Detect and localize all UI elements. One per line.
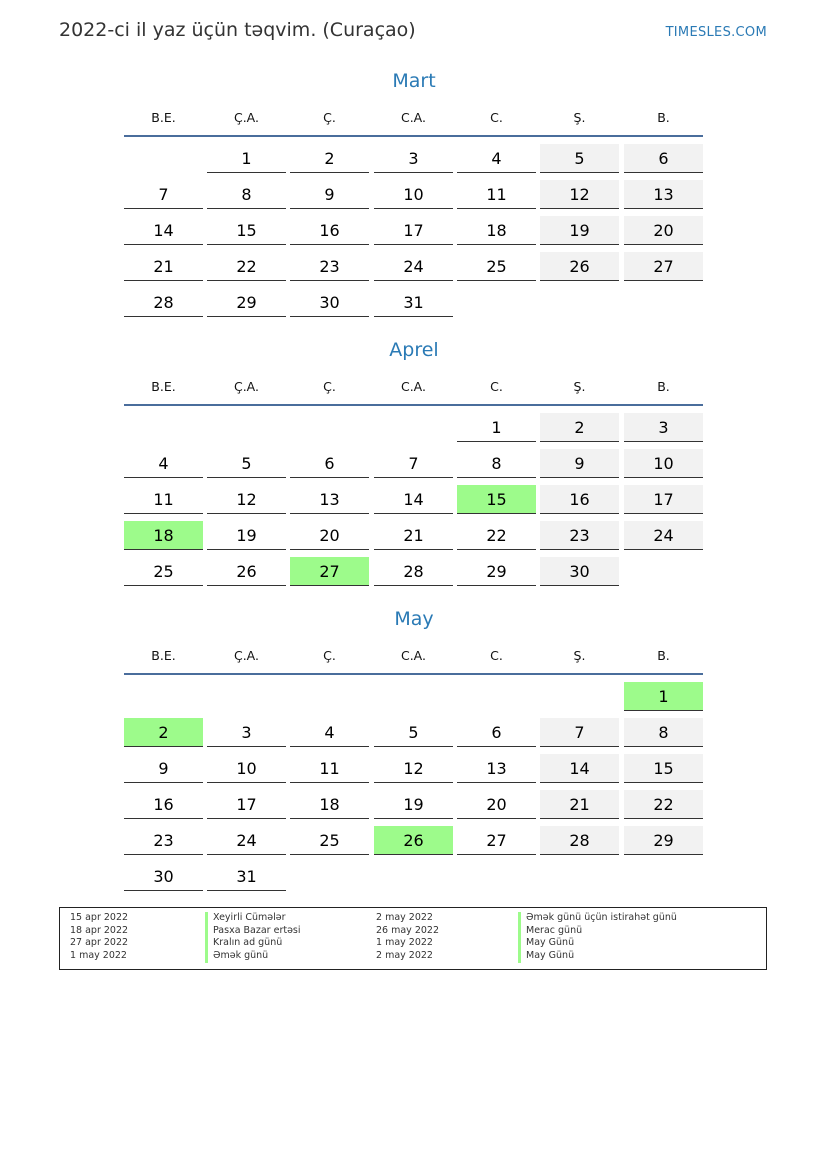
day-cell: 22: [624, 790, 703, 819]
weekday-header: [124, 648, 704, 668]
day-cell: 24: [207, 826, 286, 855]
day-cell: 26: [374, 826, 453, 855]
weekday-label: Ç.A.: [233, 379, 259, 394]
month-name: Aprel: [389, 339, 439, 361]
day-cell: 8: [207, 180, 286, 209]
day-cell: 4: [124, 449, 203, 478]
month-name: Mart: [392, 70, 436, 92]
weekday-label: Ç.: [323, 648, 336, 663]
day-cell: 17: [624, 485, 703, 514]
day-cell: 13: [457, 754, 536, 783]
day-cell: 25: [290, 826, 369, 855]
day-cell: 27: [457, 826, 536, 855]
day-cell: 19: [207, 521, 286, 550]
weekday-header: [124, 379, 704, 399]
day-cell: 8: [457, 449, 536, 478]
legend-holiday-name: Pasxa Bazar ertəsi: [205, 925, 301, 938]
day-cell: 19: [540, 216, 619, 245]
weekday-label: Ç.A.: [233, 110, 259, 125]
day-cell: 2: [290, 144, 369, 173]
legend-date: 26 may 2022: [376, 924, 440, 936]
page-title: 2022-ci il yaz üçün təqvim. (Curaçao): [59, 19, 416, 41]
month-name: May: [394, 608, 434, 630]
weekday-label: C.: [490, 110, 503, 125]
day-cell: 2: [124, 718, 203, 747]
weekday-label: Ş.: [573, 379, 586, 394]
legend-holiday-name: Merac günü: [518, 925, 582, 938]
weekday-label: C.: [490, 648, 503, 663]
day-cell: 29: [207, 288, 286, 317]
weekday-label: Ş.: [573, 110, 586, 125]
day-cell: 8: [624, 718, 703, 747]
day-cell: 31: [374, 288, 453, 317]
legend-date: 15 apr 2022: [70, 912, 129, 923]
weekday-label: B.E.: [151, 648, 176, 663]
legend-date: 1 may 2022: [70, 950, 127, 962]
weekday-label: B.E.: [151, 379, 176, 394]
weekday-label: Ç.: [323, 379, 336, 394]
day-cell: 25: [457, 252, 536, 281]
day-cell: 10: [624, 449, 703, 478]
weekday-label: B.: [657, 110, 670, 125]
day-cell: 9: [290, 180, 369, 209]
day-cell: 15: [457, 485, 536, 514]
day-cell: 14: [374, 485, 453, 514]
day-cell: 12: [374, 754, 453, 783]
day-cell: 18: [457, 216, 536, 245]
day-cell: 22: [457, 521, 536, 550]
brand-link[interactable]: TIMESLES.COM: [665, 25, 767, 40]
day-cell: 20: [624, 216, 703, 245]
day-cell: 20: [457, 790, 536, 819]
day-cell: 28: [374, 557, 453, 586]
day-cell: 27: [290, 557, 369, 586]
day-cell: 7: [124, 180, 203, 209]
day-cell: 6: [624, 144, 703, 173]
day-cell: 21: [124, 252, 203, 281]
weekday-label: B.: [657, 379, 670, 394]
day-cell: 16: [124, 790, 203, 819]
weekday-header: [124, 110, 704, 130]
day-cell: 19: [374, 790, 453, 819]
weekday-label: C.A.: [400, 648, 426, 663]
day-cell: 11: [124, 485, 203, 514]
day-cell: 16: [540, 485, 619, 514]
day-cell: 18: [290, 790, 369, 819]
weekday-label: Ş.: [573, 648, 586, 663]
day-cell: 3: [374, 144, 453, 173]
day-cell: 6: [290, 449, 369, 478]
day-cell: 15: [207, 216, 286, 245]
day-cell: 22: [207, 252, 286, 281]
weekday-label: Ç.A.: [233, 648, 259, 663]
day-cell: 3: [207, 718, 286, 747]
header-divider: [124, 404, 703, 406]
day-cell: 5: [374, 718, 453, 747]
legend-holiday-name: May Günü: [518, 950, 574, 963]
day-cell: 7: [540, 718, 619, 747]
weekday-label: Ç.: [323, 110, 336, 125]
day-cell: 1: [457, 413, 536, 442]
day-cell: 29: [624, 826, 703, 855]
legend-date: 27 apr 2022: [70, 937, 129, 949]
legend-holiday-name: May Günü: [518, 937, 574, 950]
day-cell: 11: [457, 180, 536, 209]
day-cell: 9: [540, 449, 619, 478]
day-cell: 23: [290, 252, 369, 281]
legend-date: 1 may 2022: [376, 937, 433, 949]
header-divider: [124, 135, 703, 137]
day-cell: 31: [207, 862, 286, 891]
day-cell: 26: [540, 252, 619, 281]
legend-date: 2 may 2022: [376, 912, 433, 923]
day-cell: 21: [540, 790, 619, 819]
legend-holiday-name: Xeyirli Cümələr: [205, 912, 286, 925]
day-cell: 18: [124, 521, 203, 550]
day-cell: 9: [124, 754, 203, 783]
legend-date: 18 apr 2022: [70, 924, 129, 936]
weekday-label: C.A.: [400, 110, 426, 125]
day-cell: 13: [290, 485, 369, 514]
day-cell: 24: [374, 252, 453, 281]
day-cell: 5: [207, 449, 286, 478]
day-cell: 29: [457, 557, 536, 586]
legend-holiday-name: Əmək günü üçün istirahət günü: [518, 912, 677, 925]
day-cell: 23: [124, 826, 203, 855]
day-cell: 17: [374, 216, 453, 245]
day-cell: 14: [540, 754, 619, 783]
day-cell: 13: [624, 180, 703, 209]
day-cell: 10: [374, 180, 453, 209]
day-cell: 5: [540, 144, 619, 173]
day-cell: 25: [124, 557, 203, 586]
day-cell: 30: [290, 288, 369, 317]
weekday-label: C.A.: [400, 379, 426, 394]
day-cell: 1: [207, 144, 286, 173]
weekday-label: B.E.: [151, 110, 176, 125]
header-divider: [124, 673, 703, 675]
day-cell: 20: [290, 521, 369, 550]
day-cell: 24: [624, 521, 703, 550]
day-cell: 4: [290, 718, 369, 747]
day-cell: 10: [207, 754, 286, 783]
day-cell: 28: [540, 826, 619, 855]
legend-date: 2 may 2022: [376, 950, 433, 962]
day-cell: 30: [124, 862, 203, 891]
day-cell: 6: [457, 718, 536, 747]
day-cell: 2: [540, 413, 619, 442]
day-cell: 23: [540, 521, 619, 550]
day-cell: 12: [540, 180, 619, 209]
weekday-label: C.: [490, 379, 503, 394]
day-cell: 27: [624, 252, 703, 281]
day-cell: 11: [290, 754, 369, 783]
day-cell: 4: [457, 144, 536, 173]
day-cell: 17: [207, 790, 286, 819]
day-cell: 16: [290, 216, 369, 245]
holiday-legend: [59, 907, 767, 970]
day-cell: 1: [624, 682, 703, 711]
day-cell: 28: [124, 288, 203, 317]
legend-holiday-name: Əmək günü: [205, 950, 268, 963]
day-cell: 15: [624, 754, 703, 783]
day-cell: 30: [540, 557, 619, 586]
legend-holiday-name: Kralın ad günü: [205, 937, 282, 950]
day-cell: 7: [374, 449, 453, 478]
weekday-label: B.: [657, 648, 670, 663]
day-cell: 12: [207, 485, 286, 514]
day-cell: 21: [374, 521, 453, 550]
day-cell: 26: [207, 557, 286, 586]
day-cell: 14: [124, 216, 203, 245]
day-cell: 3: [624, 413, 703, 442]
